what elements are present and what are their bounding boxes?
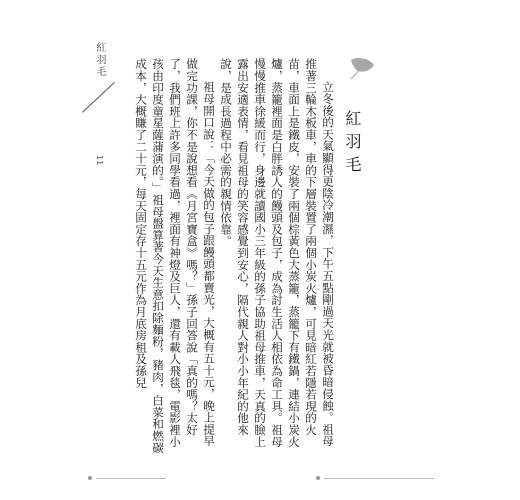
print-mark-dot-left <box>88 476 92 480</box>
chapter-title: 紅羽毛 <box>343 110 362 179</box>
running-head-rule <box>82 82 115 113</box>
print-mark-right <box>324 478 434 479</box>
print-mark-left <box>96 478 166 479</box>
body-text <box>134 58 336 458</box>
paragraph-2: 祖母開口說：「今天做的包子跟饅頭都賣光，大概有五十元，晚上提早做完功課，你不是說想看《月宮寶盒》嗎？」孫子回答說「真的嗎？太好了，我們班上許多同學看過，裡面有神燈及巨人，還有載人飛毯，電影裡小孩由印度童星薩蒲演的。」祖母盤算著今天生意扣除麵粉，豬肉，白菜和燃碳成本，大概賺了二十元，每天固定存十五元作為月底房租及孫兒 <box>134 58 216 454</box>
running-head: 紅羽毛 <box>94 42 105 78</box>
print-mark-dot-right <box>316 476 320 480</box>
page-number: 11 <box>95 155 104 166</box>
paragraph-1: 立冬後的天氣顯得更陰冷潮濕，下午五點剛過天光就被昏暗侵蝕。祖母推著三輪木板車，車的下層裝置了兩個小炭火爐，可見暗紅若隱若現的火苗，車面上是鐵皮，安裝了兩個棕黃色大蒸籠，蒸籠下有鐵鍋，連結小炭火爐，蒸籠裡面是白胖誘人的饅頭及包子，成為討生活人相依為命工具。祖母慢慢推車徐緩而行，身邊就讀國小三年級的孫子協助祖母推車，天真的臉上露出安適表情，看見祖母的笑容感覺到安心，隔代親人對小小年紀的他來說，是成長過程中必需的親情依靠。 <box>219 58 335 448</box>
ginkgo-leaf-icon <box>347 56 377 80</box>
